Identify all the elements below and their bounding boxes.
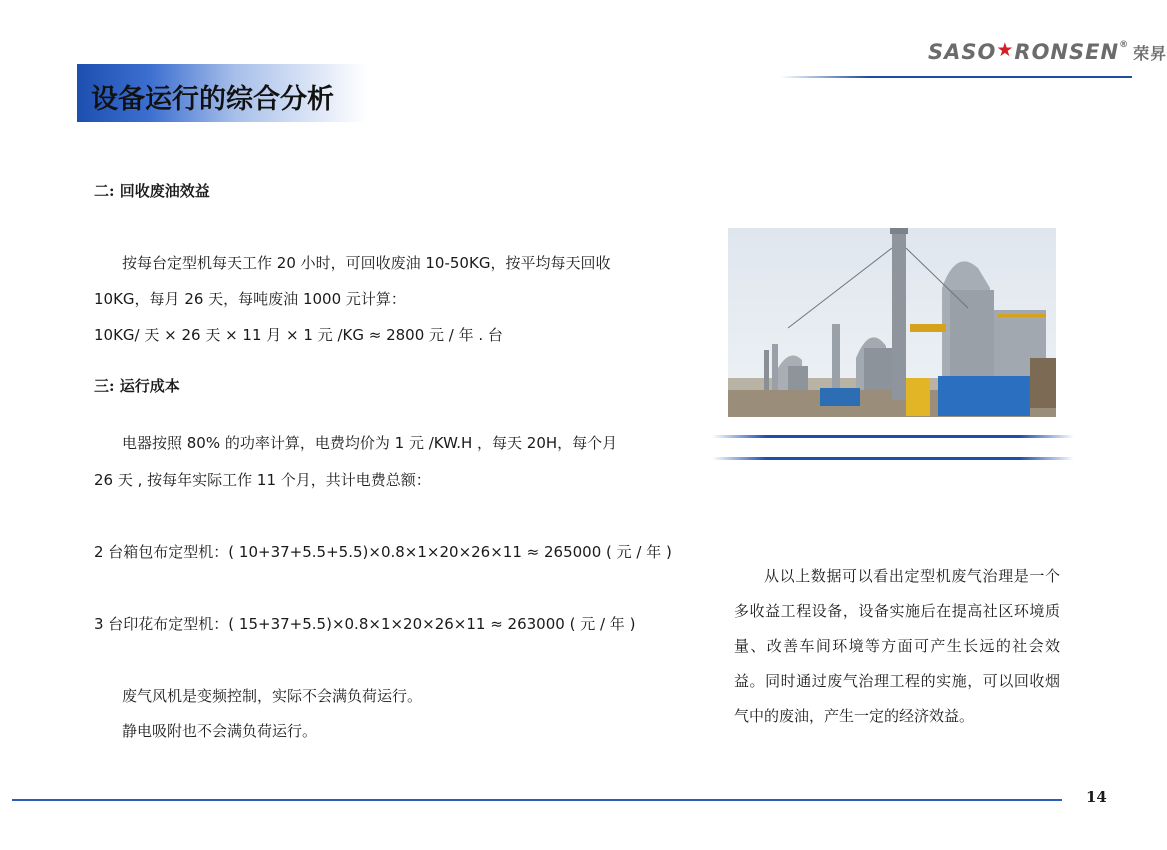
logo-text-part1: SASO <box>928 40 997 64</box>
cost-note-1: 废气风机是变频控制，实际不会满负荷运行。 <box>122 687 423 705</box>
recycle-line-3: 10KG/ 天 × 26 天 × 11 月 × 1 元 /KG ≈ 2800 元 / 年 . 台 <box>94 326 503 344</box>
logo-star-icon: ★ <box>996 39 1015 61</box>
top-rule <box>780 76 1132 78</box>
page-title: 设备运行的综合分析 <box>91 84 334 115</box>
logo-registered: ® <box>1119 40 1130 50</box>
section-heading-recycle: 二: 回收废油效益 <box>94 182 210 200</box>
brand-logo <box>928 40 1167 64</box>
cost-line-1: 电器按照 80% 的功率计算，电费均价为 1 元 /KW.H ，每天 20H，每个月 <box>122 434 618 452</box>
cost-note-2: 静电吸附也不会满负荷运行。 <box>122 722 318 740</box>
recycle-line-2: 10KG，每月 26 天，每吨废油 1000 元计算： <box>94 290 406 308</box>
decorative-rule-1 <box>712 435 1074 438</box>
cost-line-2: 26 天 , 按每年实际工作 11 个月，共计电费总额： <box>94 471 431 489</box>
title-bar <box>77 64 367 122</box>
cost-formula-1: 2 台箱包布定型机：( 10+37+5.5+5.5)×0.8×1×20×26×11 ≈ 265000 ( 元 / 年 ) <box>94 543 672 561</box>
bottom-rule <box>12 799 1062 801</box>
section-heading-cost: 三: 运行成本 <box>94 377 180 395</box>
page-number: 14 <box>1086 788 1107 806</box>
logo-chinese: 荣昇 <box>1133 44 1167 63</box>
cost-formula-2: 3 台印花布定型机：( 15+37+5.5)×0.8×1×20×26×11 ≈ 263000 ( 元 / 年 ) <box>94 615 636 633</box>
equipment-photo <box>728 228 1056 417</box>
logo-text-part2: RONSEN <box>1014 40 1120 64</box>
summary-paragraph: 从以上数据可以看出定型机废气治理是一个多收益工程设备，设备实施后在提高社区环境质量、改善车间环境等方面可产生长远的社会效益。同时通过废气治理工程的实施，可以回收烟气中的废油，产生一定的经济效益。 <box>734 567 1060 725</box>
recycle-line-1: 按每台定型机每天工作 20 小时，可回收废油 10-50KG，按平均每天回收 <box>122 254 611 272</box>
decorative-rule-2 <box>712 457 1074 460</box>
